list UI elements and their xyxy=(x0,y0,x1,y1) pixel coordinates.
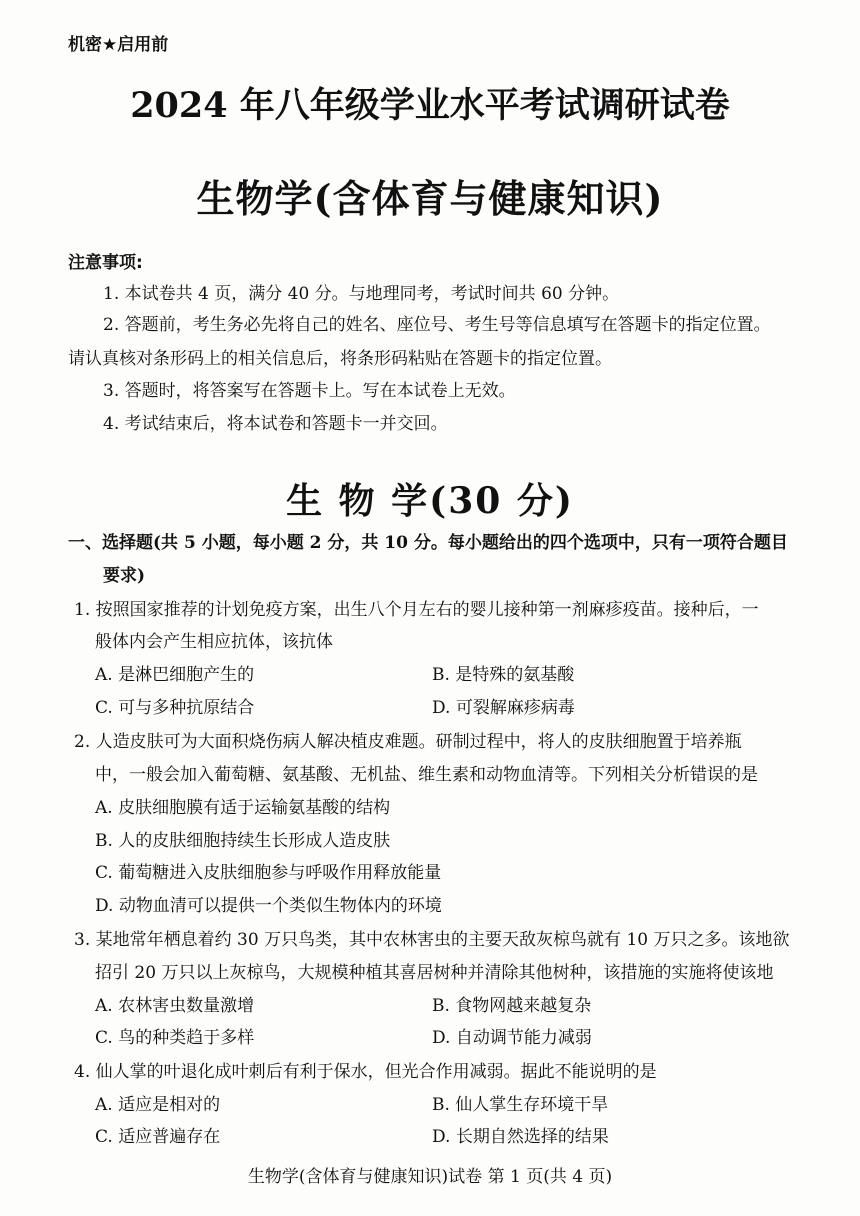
option-b: B. 仙人掌生存环境干旱 xyxy=(432,1095,609,1115)
section-intro-cont: 要求) xyxy=(103,566,146,586)
option-d: D. 长期自然选择的结果 xyxy=(432,1127,609,1147)
secret-mark: 机密★启用前 xyxy=(68,35,169,55)
section-title: 生 物 学(30 分) xyxy=(286,480,574,522)
option-b: B. 食物网越来越复杂 xyxy=(432,996,592,1016)
option-d: D. 自动调节能力减弱 xyxy=(432,1028,592,1048)
question-stem: 2. 人造皮肤可为大面积烧伤病人解决植皮难题。研制过程中，将人的皮肤细胞置于培养瓶 xyxy=(74,732,742,752)
notice-item: 3. 答题时，将答案写在答题卡上。写在本试卷上无效。 xyxy=(103,381,516,401)
option-b: B. 人的皮肤细胞持续生长形成人造皮肤 xyxy=(95,831,391,851)
question-stem: 3. 某地常年栖息着约 30 万只鸟类，其中农林害虫的主要天敌灰椋鸟就有 10 万只之多。该地欲 xyxy=(74,930,790,950)
option-c: C. 葡萄糖进入皮肤细胞参与呼吸作用释放能量 xyxy=(95,863,442,883)
subject-subtitle: 生物学(含体育与健康知识) xyxy=(196,176,664,221)
option-a: A. 农林害虫数量激增 xyxy=(95,996,255,1016)
exam-title: 2024 年八年级学业水平考试调研试卷 xyxy=(130,85,730,126)
question-stem: 4. 仙人掌的叶退化成叶刺后有利于保水，但光合作用减弱。据此不能说明的是 xyxy=(74,1062,657,1082)
option-c: C. 可与多种抗原结合 xyxy=(95,698,255,718)
option-a: A. 是淋巴细胞产生的 xyxy=(95,665,255,685)
page-footer: 生物学(含体育与健康知识)试卷 第 1 页(共 4 页) xyxy=(247,1167,613,1187)
option-d: D. 可裂解麻疹病毒 xyxy=(432,698,575,718)
notice-item: 4. 考试结束后，将本试卷和答题卡一并交回。 xyxy=(103,414,448,434)
option-d: D. 动物血清可以提供一个类似生物体内的环境 xyxy=(95,896,442,916)
option-c: C. 鸟的种类趋于多样 xyxy=(95,1028,255,1048)
option-b: B. 是特殊的氨基酸 xyxy=(432,665,575,685)
notice-item: 2. 答题前，考生务必先将自己的姓名、座位号、考生号等信息填写在答题卡的指定位置。 xyxy=(103,315,771,335)
question-stem-cont: 中，一般会加入葡萄糖、氨基酸、无机盐、维生素和动物血清等。下列相关分析错误的是 xyxy=(95,765,758,785)
option-c: C. 适应普遍存在 xyxy=(95,1127,221,1147)
notice-item: 1. 本试卷共 4 页，满分 40 分。与地理同考，考试时间共 60 分钟。 xyxy=(103,284,620,304)
question-stem: 1. 按照国家推荐的计划免疫方案，出生八个月左右的婴儿接种第一剂麻疹疫苗。接种后，一 xyxy=(74,600,759,620)
section-intro: 一、选择题(共 5 小题，每小题 2 分，共 10 分。每小题给出的四个选项中，只有一项符合题目 xyxy=(68,533,788,553)
notice-heading: 注意事项: xyxy=(68,253,143,273)
option-a: A. 皮肤细胞膜有适于运输氨基酸的结构 xyxy=(95,798,391,818)
notice-item: 请认真核对条形码上的相关信息后，将条形码粘贴在答题卡的指定位置。 xyxy=(68,349,612,369)
question-stem-cont: 般体内会产生相应抗体，该抗体 xyxy=(95,632,333,652)
question-stem-cont: 招引 20 万只以上灰椋鸟，大规模种植其喜居树种并清除其他树种，该措施的实施将使该地 xyxy=(95,963,774,983)
option-a: A. 适应是相对的 xyxy=(95,1095,221,1115)
